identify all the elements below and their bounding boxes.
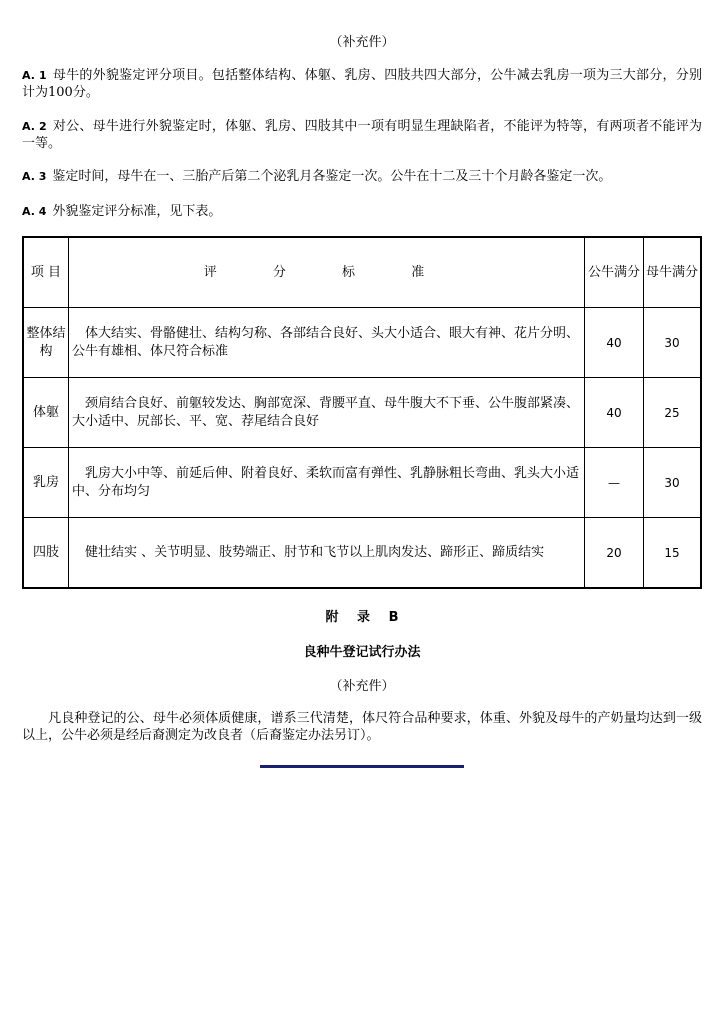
scoring-table [22, 236, 702, 589]
table-row [23, 448, 701, 518]
appendix-label: 附 录 B [325, 610, 399, 625]
row-bull-score: 20 [585, 518, 644, 589]
clause-number: A. 4 [22, 205, 47, 218]
clause-number: A. 3 [22, 170, 47, 183]
table-row [23, 308, 701, 378]
paragraph-a4 [22, 203, 702, 220]
clause-text: 外貌鉴定评分标准，见下表。 [52, 204, 222, 219]
supplement-label: （补充件） [329, 35, 395, 50]
row-cow-score: 30 [644, 448, 702, 518]
clause-number: A. 1 [22, 69, 47, 82]
header-bull-max: 公牛满分 [585, 237, 644, 308]
appendix-title: 良种牛登记试行办法 [303, 645, 421, 660]
clause-text: 鉴定时间，母牛在一、三胎产后第二个泌乳月各鉴定一次。公牛在十二及三十个月龄各鉴定一次。 [52, 169, 612, 184]
clause-number: A. 2 [22, 120, 47, 133]
paragraph-a3 [22, 168, 702, 185]
table-header-row [23, 237, 701, 308]
row-cow-score: 30 [644, 308, 702, 378]
row-bull-score: 40 [585, 308, 644, 378]
row-bull-score: 40 [585, 378, 644, 448]
table-row [23, 378, 701, 448]
paragraph-a2 [22, 118, 702, 152]
header-item: 项 目 [23, 237, 69, 308]
table-row [23, 518, 701, 589]
row-criteria: 体大结实、骨骼健壮、结构匀称、各部结合良好、头大小适合、眼大有神、花片分明、公牛有雄相、体尺符合标准 [69, 308, 585, 378]
row-item: 四肢 [23, 518, 69, 589]
row-criteria: 乳房大小中等、前延后伸、附着良好、柔软而富有弹性、乳静脉粗长弯曲、乳头大小适中、分布均匀 [69, 448, 585, 518]
row-item: 体躯 [23, 378, 69, 448]
row-cow-score: 15 [644, 518, 702, 589]
row-bull-score: — [585, 448, 644, 518]
row-item: 整体结构 [23, 308, 69, 378]
clause-text: 对公、母牛进行外貌鉴定时，体躯、乳房、四肢其中一项有明显生理缺陷者，不能评为特等，有两项者不能评为一等。 [22, 119, 702, 151]
row-cow-score: 25 [644, 378, 702, 448]
header-cow-max: 母牛满分 [644, 237, 702, 308]
row-item: 乳房 [23, 448, 69, 518]
paragraph-a1 [22, 67, 702, 101]
appendix-paragraph: 凡良种登记的公、母牛必须体质健康，谱系三代清楚，体尺符合品种要求，体重、外貌及母牛的产奶量均达到一级以上，公牛必须是经后裔测定为改良者（后裔鉴定办法另订）。 [22, 711, 702, 743]
row-criteria: 颈肩结合良好、前躯较发达、胸部宽深、背腰平直、母牛腹大不下垂、公牛腹部紧凑、大小适中、尻部长、平、宽、荐尾结合良好 [69, 378, 585, 448]
row-criteria: 健壮结实 、关节明显、肢势端正、肘节和飞节以上肌肉发达、蹄形正、蹄质结实 [69, 518, 585, 589]
clause-text: 母牛的外貌鉴定评分项目。包括整体结构、体躯、乳房、四肢共四大部分，公牛减去乳房一项为三大部分，分别计为100分。 [22, 68, 702, 100]
header-criteria: 评 分 标 准 [69, 237, 585, 308]
appendix-supplement-label: （补充件） [329, 679, 395, 694]
end-divider [260, 765, 464, 768]
